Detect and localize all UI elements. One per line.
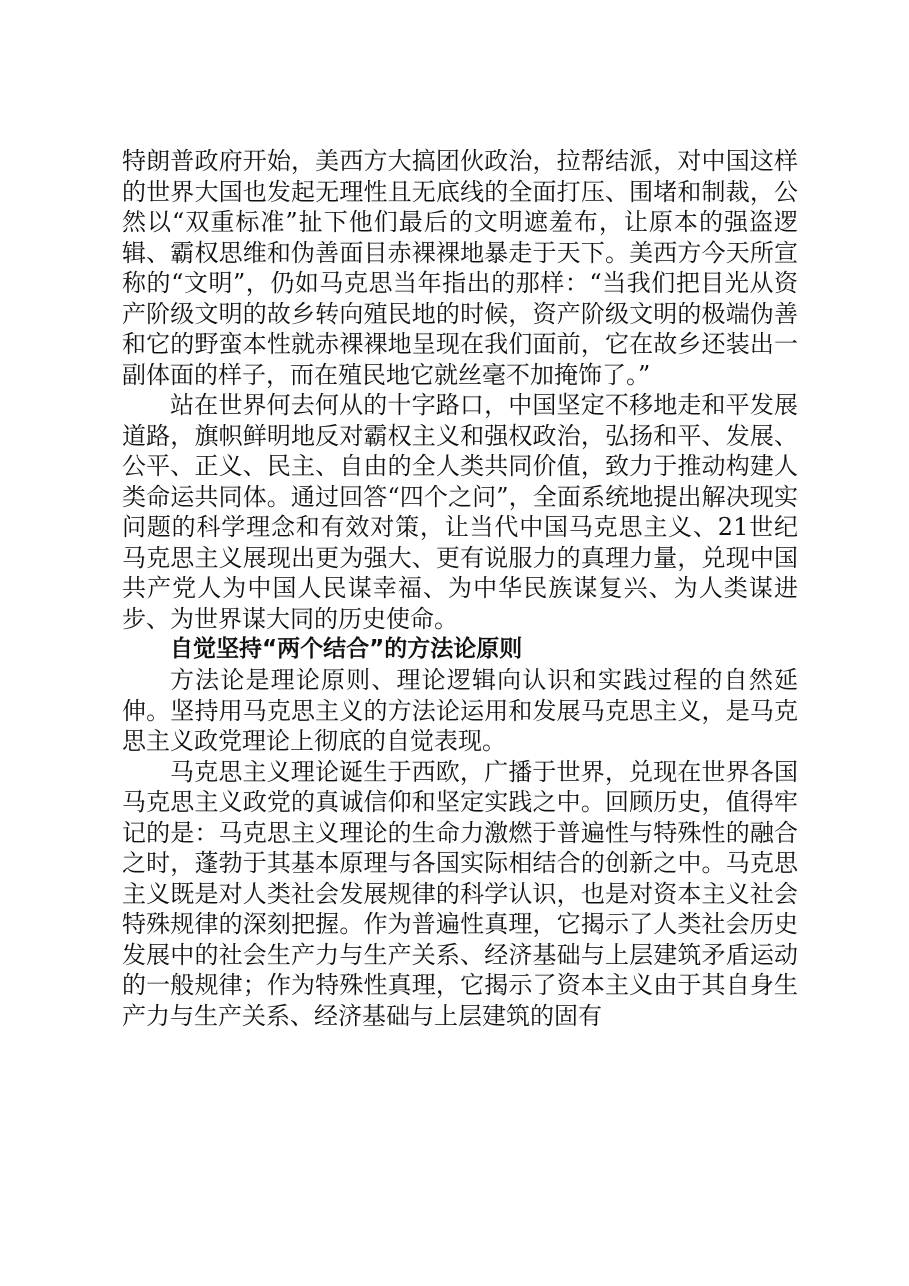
document-body (122, 146, 798, 1031)
paragraph: 马克思主义理论诞生于西欧，广播于世界，兑现在世界各国马克思主义政党的真诚信仰和坚定实践之中。回顾历史，值得牢记的是：马克思主义理论的生命力激燃于普遍性与特殊性的融合之时，蓬勃于其基本原理与各国实际相结合的创新之中。马克思主义既是对人类社会发展规律的科学认识，也是对资本主义社会特殊规律的深刻把握。作为普遍性真理，它揭示了人类社会历史发展中的社会生产力与生产关系、经济基础与上层建筑矛盾运动的一般规律；作为特殊性真理，它揭示了资本主义由于其自身生产力与生产关系、经济基础与上层建筑的固有 (122, 757, 798, 1030)
paragraph: 站在世界何去何从的十字路口，中国坚定不移地走和平发展道路，旗帜鲜明地反对霸权主义和强权政治，弘扬和平、发展、公平、正义、民主、自由的全人类共同价值，致力于推动构建人类命运共同体。通过回答“四个之问”，全面系统地提出解决现实问题的科学理念和有效对策，让当代中国马克思主义、21世纪马克思主义展现出更为强大、更有说服力的真理力量，兑现中国共产党人为中国人民谋幸福、为中华民族谋复兴、为人类谋进步、为世界谋大同的历史使命。 (122, 391, 798, 633)
paragraph: 方法论是理论原则、理论逻辑向认识和实践过程的自然延伸。坚持用马克思主义的方法论运用和发展马克思主义，是马克思主义政党理论上彻底的自觉表现。 (122, 666, 798, 755)
section-heading: 自觉坚持“两个结合”的方法论原则 (170, 636, 523, 662)
paragraph-continued: 特朗普政府开始，美西方大搞团伙政治，拉帮结派，对中国这样的世界大国也发起无理性且无底线的全面打压、围堵和制裁，公然以“双重标准”扯下他们最后的文明遮羞布，让原本的强盗逻辑、霸权思维和伪善面目赤裸裸地暴走于天下。美西方今天所宣称的“文明”，仍如马克思当年指出的那样：“当我们把目光从资产阶级文明的故乡转向殖民地的时候，资产阶级文明的极端伪善和它的野蛮本性就赤裸裸地呈现在我们面前，它在故乡还装出一副体面的样子，而在殖民地它就丝毫不加掩饰了。” (122, 147, 798, 389)
